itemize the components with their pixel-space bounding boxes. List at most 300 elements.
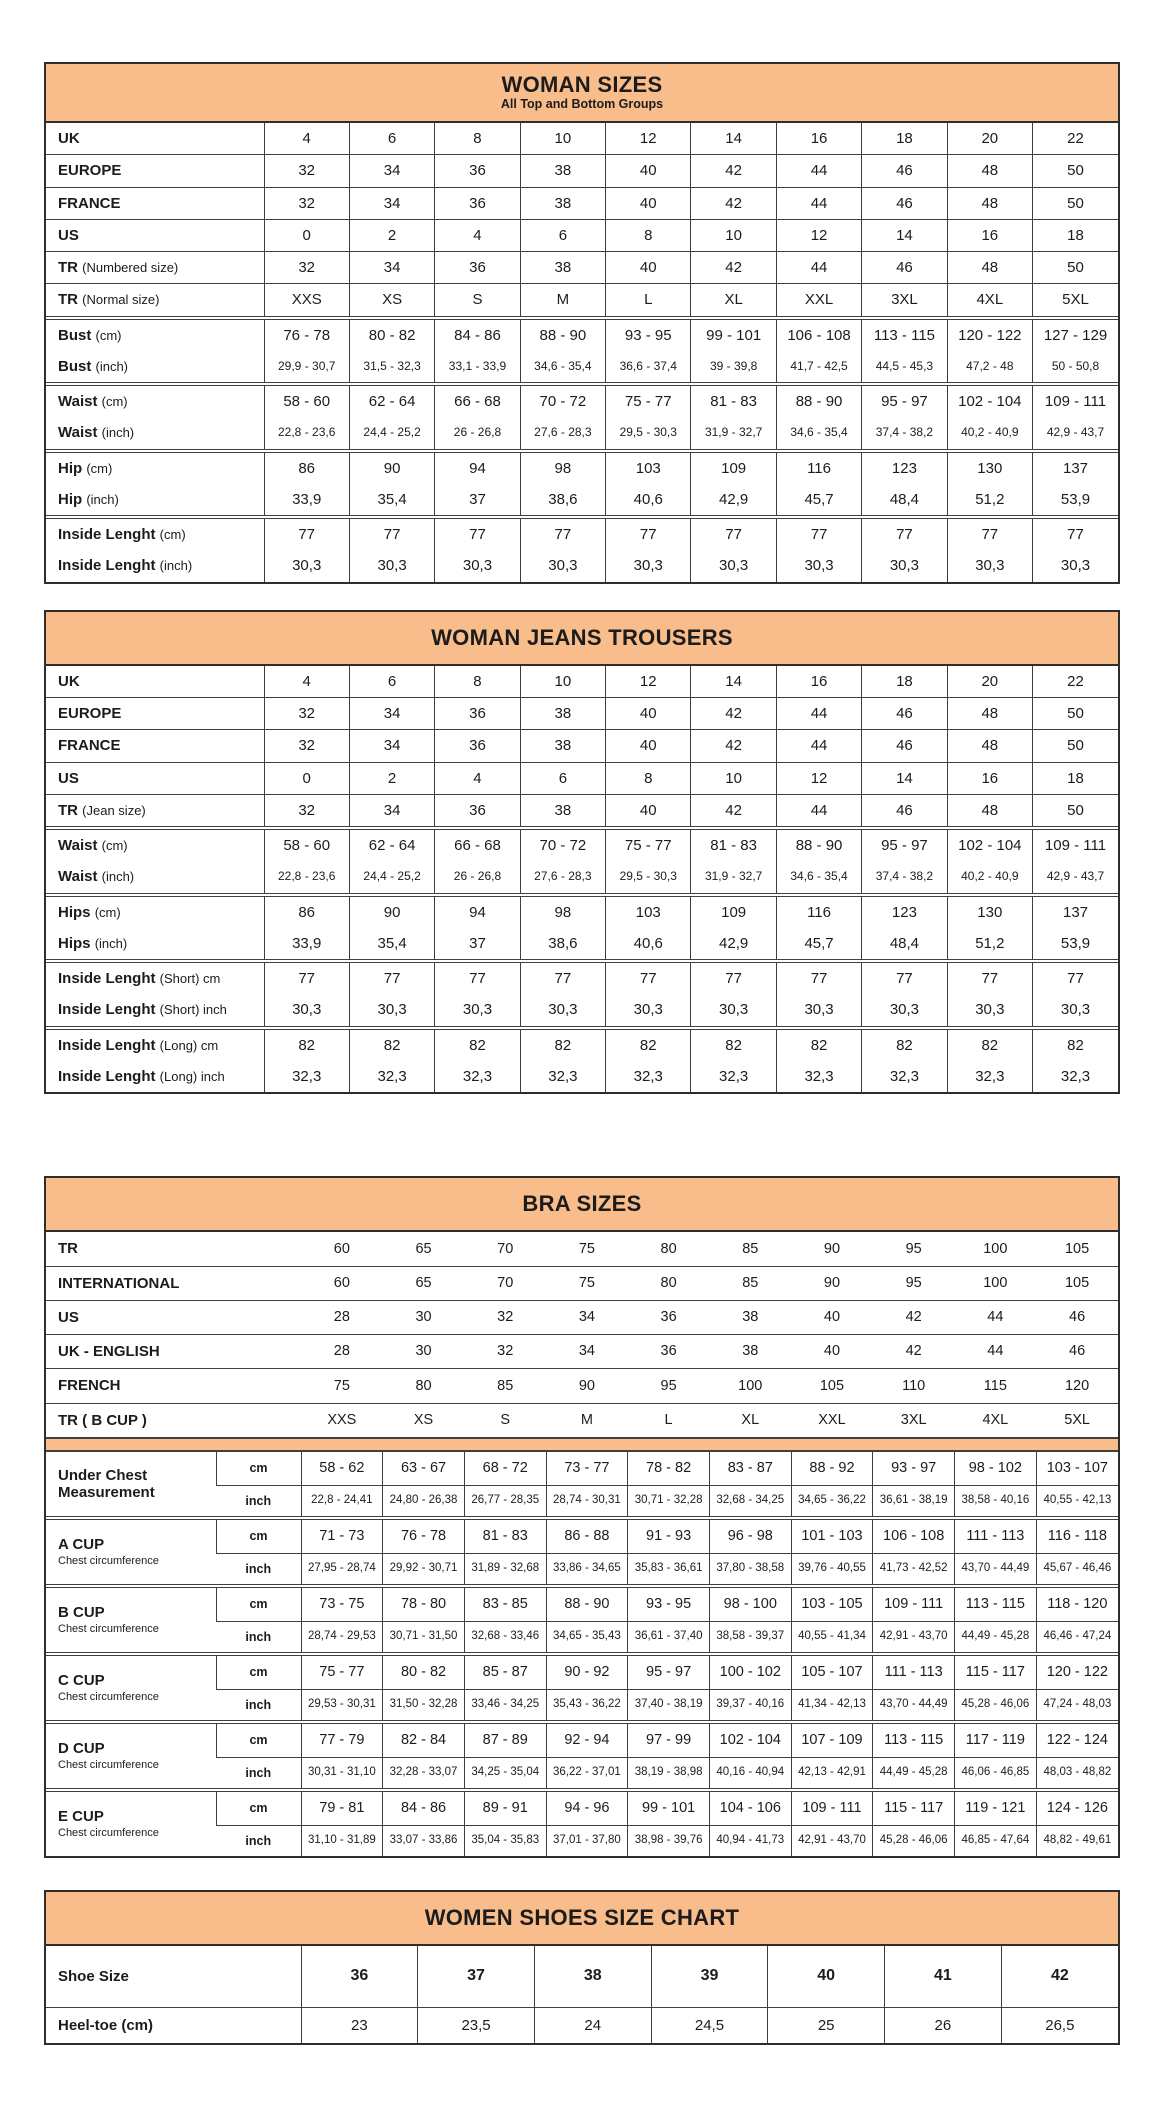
row-label: Inside Lenght (cm) xyxy=(46,517,264,550)
size-value-cell: XXL xyxy=(776,284,861,318)
size-value-cell: 37,80 - 38,58 xyxy=(709,1553,791,1586)
size-value-cell: 98 - 100 xyxy=(709,1586,791,1621)
size-value-cell: 123 xyxy=(862,895,947,928)
size-value-cell: 36 xyxy=(628,1300,710,1334)
size-value-cell: 2 xyxy=(349,762,434,794)
size-chart-document xyxy=(44,0,1120,2113)
woman-sizes-table xyxy=(44,62,1120,584)
size-value-cell: 30,3 xyxy=(947,994,1032,1027)
size-value-cell: 83 - 87 xyxy=(709,1451,791,1485)
row-label: US xyxy=(46,762,264,794)
size-value-cell: 51,2 xyxy=(947,928,1032,961)
table-row xyxy=(46,895,1118,928)
size-value-cell: 82 xyxy=(435,1028,520,1061)
size-value-cell: 32,3 xyxy=(691,1061,776,1092)
size-value-cell: 41,73 - 42,52 xyxy=(873,1553,955,1586)
table-row xyxy=(46,1403,1118,1438)
size-value-cell: 116 xyxy=(776,895,861,928)
size-value-cell: 22 xyxy=(1033,666,1118,698)
size-value-cell: 88 - 90 xyxy=(776,828,861,861)
size-value-cell: 30,3 xyxy=(520,994,605,1027)
table-subtitle: All Top and Bottom Groups xyxy=(500,97,664,112)
size-value-cell: 32 xyxy=(264,730,349,762)
size-value-cell: 44 xyxy=(776,730,861,762)
size-value-cell: 82 xyxy=(691,1028,776,1061)
size-value-cell: 38,98 - 39,76 xyxy=(628,1825,710,1856)
size-value-cell: 50 - 50,8 xyxy=(1033,351,1118,384)
size-value-cell: 77 xyxy=(264,961,349,994)
size-value-cell: 5XL xyxy=(1033,284,1118,318)
size-value-cell: 48 xyxy=(947,252,1032,284)
size-value-cell: 2 xyxy=(349,219,434,251)
size-value-cell: 93 - 95 xyxy=(628,1586,710,1621)
size-value-cell: 34,6 - 35,4 xyxy=(520,351,605,384)
size-value-cell: 50 xyxy=(1033,155,1118,187)
size-value-cell: 38 xyxy=(520,155,605,187)
size-value-cell: 40,55 - 41,34 xyxy=(791,1621,873,1654)
row-label: Bust (inch) xyxy=(58,357,129,375)
size-value-cell: 80 xyxy=(383,1369,465,1403)
size-value-cell: 80 xyxy=(660,1240,677,1257)
row-label: Bust (cm) xyxy=(46,318,264,351)
size-value-cell: 29,53 - 30,31 xyxy=(301,1689,383,1722)
size-value-cell: 46 xyxy=(862,155,947,187)
size-value-cell: 137 xyxy=(1033,451,1118,484)
size-value-cell: 16 xyxy=(947,762,1032,794)
size-value-cell: 40,6 xyxy=(606,484,691,517)
size-value-cell: 50 xyxy=(1033,698,1118,730)
size-value-cell: 116 xyxy=(776,451,861,484)
size-value-cell: 42 xyxy=(691,794,776,828)
size-value-cell: 14 xyxy=(691,123,776,155)
size-value-cell: 130 xyxy=(947,895,1032,928)
size-value-cell: 95 xyxy=(628,1369,710,1403)
size-value-cell: 109 - 111 xyxy=(873,1586,955,1621)
size-value-cell: 42,9 xyxy=(691,484,776,517)
size-value-cell: 46 xyxy=(862,794,947,828)
unit-label: inch xyxy=(216,1757,301,1790)
size-value-cell: 46 xyxy=(862,698,947,730)
size-value-cell: 111 - 113 xyxy=(873,1654,955,1689)
size-value-cell: 82 - 84 xyxy=(383,1722,465,1757)
size-value-cell: 94 - 96 xyxy=(546,1790,628,1825)
size-value-cell: 66 - 68 xyxy=(435,384,520,417)
size-value-cell: 94 xyxy=(435,895,520,928)
size-value-cell: 32,3 xyxy=(435,1061,520,1092)
size-value-cell: 31,5 - 32,3 xyxy=(349,351,434,384)
size-value-cell: 80 xyxy=(628,1266,710,1300)
table-row xyxy=(46,698,1118,730)
size-value-cell: 29,5 - 30,3 xyxy=(606,861,691,894)
size-value-cell: 30,3 xyxy=(862,550,947,581)
size-value-cell: 37,01 - 37,80 xyxy=(546,1825,628,1856)
size-value-cell: 34 xyxy=(546,1300,628,1334)
table-row xyxy=(46,961,1118,994)
table-row xyxy=(46,1232,1118,1266)
size-value-cell: 36,61 - 38,19 xyxy=(873,1485,955,1518)
size-value-cell: 38 xyxy=(520,794,605,828)
size-value-cell: 99 - 101 xyxy=(691,318,776,351)
size-value-cell: 110 xyxy=(873,1369,955,1403)
size-value-cell: L xyxy=(606,284,691,318)
woman-jeans-trousers-table xyxy=(44,610,1120,1095)
bra-sizes-header xyxy=(46,1178,1118,1232)
size-value-cell: 40,55 - 42,13 xyxy=(1036,1485,1118,1518)
size-value-cell: 34 xyxy=(349,698,434,730)
size-value-cell: 119 - 121 xyxy=(955,1790,1037,1825)
row-label: UK xyxy=(58,130,80,148)
size-value-cell: 77 xyxy=(520,961,605,994)
row-label: US xyxy=(46,1300,301,1334)
row-label: TR (Numbered size) xyxy=(46,252,264,284)
size-value-cell: 31,10 - 31,89 xyxy=(301,1825,383,1856)
size-value-cell: 93 - 95 xyxy=(606,318,691,351)
size-value-cell: 36,61 - 37,40 xyxy=(628,1621,710,1654)
size-value-cell: 39 - 39,8 xyxy=(691,351,776,384)
size-value-cell: 32,3 xyxy=(349,1061,434,1092)
size-value-cell: 36 xyxy=(628,1335,710,1369)
table-row xyxy=(46,762,1118,794)
size-value-cell: 32,3 xyxy=(520,1061,605,1092)
size-value-cell: 120 - 122 xyxy=(947,318,1032,351)
size-value-cell: 30,3 xyxy=(349,994,434,1027)
size-value-cell: 66 - 68 xyxy=(435,828,520,861)
size-value-cell: 90 xyxy=(546,1369,628,1403)
size-value-cell: 30,3 xyxy=(776,994,861,1027)
table-title: BRA SIZES xyxy=(522,1191,642,1217)
size-value-cell: 124 - 126 xyxy=(1036,1790,1118,1825)
size-value-cell: 95 - 97 xyxy=(628,1654,710,1689)
size-value-cell: 10 xyxy=(691,762,776,794)
women-shoes-grid xyxy=(46,1946,1118,2043)
size-value-cell: 22,8 - 24,41 xyxy=(301,1485,383,1518)
size-value-cell: 40 xyxy=(791,1335,873,1369)
size-value-cell: 41,7 - 42,5 xyxy=(776,351,861,384)
size-value-cell: 96 - 98 xyxy=(709,1518,791,1553)
size-value-cell: 81 - 83 xyxy=(464,1518,546,1553)
size-value-cell: 50 xyxy=(1033,730,1118,762)
size-value-cell: 58 - 62 xyxy=(301,1451,383,1485)
size-value-cell: 35,43 - 36,22 xyxy=(546,1689,628,1722)
size-value-cell: 82 xyxy=(349,1028,434,1061)
row-label: Waist (inch) xyxy=(58,424,135,442)
size-value-cell: 36 xyxy=(435,187,520,219)
size-value-cell: 95 - 97 xyxy=(862,384,947,417)
size-value-cell: 40 xyxy=(791,1300,873,1334)
size-value-cell: 70 xyxy=(497,1240,514,1257)
row-label: Waist (cm) xyxy=(46,384,264,417)
size-value-cell: 89 - 91 xyxy=(464,1790,546,1825)
size-value-cell: 30,3 xyxy=(264,550,349,581)
size-value-cell: XL xyxy=(709,1403,791,1438)
size-value-cell: 85 xyxy=(709,1266,791,1300)
row-label: Inside Lenght (Short) inch xyxy=(58,1001,227,1019)
size-value-cell: 39,37 - 40,16 xyxy=(709,1689,791,1722)
size-value-cell: 33,9 xyxy=(264,928,349,961)
size-value-cell: 40 xyxy=(768,1946,885,2007)
size-value-cell: 107 - 109 xyxy=(791,1722,873,1757)
size-value-cell: 30,71 - 31,50 xyxy=(383,1621,465,1654)
size-value-cell: 105 xyxy=(1036,1266,1118,1300)
size-value-cell: 95 xyxy=(905,1240,922,1257)
row-label: FRANCE xyxy=(46,730,264,762)
size-value-cell: 42 xyxy=(873,1335,955,1369)
row-label: Waist (cm) xyxy=(46,828,264,861)
row-label: Waist (inch) xyxy=(58,868,135,886)
size-value-cell: 8 xyxy=(606,762,691,794)
size-value-cell: 42 xyxy=(691,155,776,187)
women-shoes-size-chart-table xyxy=(44,1890,1120,2045)
table-row xyxy=(46,219,1118,251)
size-value-cell: 42,9 - 43,7 xyxy=(1033,417,1118,450)
size-value-cell: 101 - 103 xyxy=(791,1518,873,1553)
size-value-cell: 50 xyxy=(1033,252,1118,284)
size-value-cell: 73 - 77 xyxy=(546,1451,628,1485)
size-value-cell: 40 xyxy=(606,698,691,730)
table-row xyxy=(46,994,1118,1027)
size-value-cell: 100 - 102 xyxy=(709,1654,791,1689)
size-value-cell: 77 xyxy=(349,961,434,994)
size-value-cell: 22,8 - 23,6 xyxy=(264,861,349,894)
size-value-cell: 58 - 60 xyxy=(264,828,349,861)
size-value-cell: 102 - 104 xyxy=(947,828,1032,861)
unit-label: inch xyxy=(216,1553,301,1586)
row-label: B CUP Chest circumference xyxy=(46,1586,216,1654)
size-value-cell: 44,5 - 45,3 xyxy=(862,351,947,384)
size-value-cell: 86 xyxy=(264,895,349,928)
size-value-cell: 60 xyxy=(333,1240,350,1257)
size-value-cell: 48,4 xyxy=(862,928,947,961)
size-value-cell: 35,83 - 36,61 xyxy=(628,1553,710,1586)
unit-label: cm xyxy=(216,1451,301,1485)
size-value-cell: 82 xyxy=(776,1028,861,1061)
size-value-cell: 73 - 75 xyxy=(301,1586,383,1621)
size-value-cell: 30,3 xyxy=(264,994,349,1027)
size-value-cell: 90 xyxy=(349,451,434,484)
size-value-cell: 77 xyxy=(606,517,691,550)
size-value-cell: 36 xyxy=(435,252,520,284)
size-value-cell: 40 xyxy=(606,252,691,284)
size-value-cell: 76 - 78 xyxy=(383,1518,465,1553)
size-value-cell: 29,92 - 30,71 xyxy=(383,1553,465,1586)
size-value-cell: 34,6 - 35,4 xyxy=(776,861,861,894)
size-value-cell: 20 xyxy=(947,123,1032,155)
table-row xyxy=(46,284,1118,318)
size-value-cell: 95 - 97 xyxy=(862,828,947,861)
size-value-cell: 38 xyxy=(520,730,605,762)
size-value-cell: 36 xyxy=(435,155,520,187)
size-value-cell: 22,8 - 23,6 xyxy=(264,417,349,450)
size-value-cell: 80 - 82 xyxy=(349,318,434,351)
size-value-cell: 27,6 - 28,3 xyxy=(520,417,605,450)
size-value-cell: 30,3 xyxy=(776,550,861,581)
size-value-cell: 46 xyxy=(862,730,947,762)
size-value-cell: 87 - 89 xyxy=(464,1722,546,1757)
table-title: WOMEN SHOES SIZE CHART xyxy=(424,1905,740,1931)
size-value-cell: 42 xyxy=(691,252,776,284)
size-value-cell: 44,49 - 45,28 xyxy=(873,1757,955,1790)
size-value-cell: 44 xyxy=(776,698,861,730)
size-value-cell: 8 xyxy=(606,219,691,251)
size-value-cell: 51,2 xyxy=(947,484,1032,517)
size-value-cell: 62 - 64 xyxy=(349,384,434,417)
size-value-cell: 120 xyxy=(1036,1369,1118,1403)
size-value-cell: 45,28 - 46,06 xyxy=(873,1825,955,1856)
size-value-cell: 42 xyxy=(873,1300,955,1334)
size-value-cell: 76 - 78 xyxy=(264,318,349,351)
row-label: FRENCH xyxy=(46,1369,301,1403)
row-label: TR (Jean size) xyxy=(46,794,264,828)
size-value-cell: 6 xyxy=(520,219,605,251)
size-value-cell: 40 xyxy=(606,155,691,187)
size-value-cell: 115 xyxy=(955,1369,1037,1403)
size-value-cell: 70 - 72 xyxy=(520,384,605,417)
size-value-cell: 26,5 xyxy=(1001,2007,1118,2043)
table-row xyxy=(46,1369,1118,1403)
table-row xyxy=(46,1654,1118,1689)
size-value-cell: 34 xyxy=(546,1335,628,1369)
size-value-cell: 86 - 88 xyxy=(546,1518,628,1553)
size-value-cell: 12 xyxy=(776,762,861,794)
table-row xyxy=(46,794,1118,828)
size-value-cell: 44 xyxy=(776,252,861,284)
unit-label: inch xyxy=(216,1689,301,1722)
table-row xyxy=(46,155,1118,187)
table-row xyxy=(46,1722,1118,1757)
size-value-cell: 100 xyxy=(955,1266,1037,1300)
size-value-cell: 38 xyxy=(709,1335,791,1369)
size-value-cell: 65 xyxy=(415,1240,432,1257)
size-value-cell: 4 xyxy=(435,762,520,794)
row-label: EUROPE xyxy=(46,155,264,187)
size-value-cell: 48 xyxy=(947,698,1032,730)
row-label: Hip (inch) xyxy=(58,490,119,508)
size-value-cell: XXL xyxy=(791,1403,873,1438)
row-label: Inside Lenght (Long) inch xyxy=(58,1067,225,1085)
size-value-cell: 37 xyxy=(435,484,520,517)
size-value-cell: 38,58 - 39,37 xyxy=(709,1621,791,1654)
row-label: TR (Normal size) xyxy=(46,284,264,318)
size-value-cell: 32 xyxy=(264,794,349,828)
size-value-cell: 32 xyxy=(264,698,349,730)
size-value-cell: 37,40 - 38,19 xyxy=(628,1689,710,1722)
size-value-cell: 43,70 - 44,49 xyxy=(873,1689,955,1722)
size-value-cell: 102 - 104 xyxy=(709,1722,791,1757)
size-value-cell: 35,04 - 35,83 xyxy=(464,1825,546,1856)
size-value-cell: 127 - 129 xyxy=(1033,318,1118,351)
size-value-cell: 113 - 115 xyxy=(955,1586,1037,1621)
size-value-cell: 82 xyxy=(1033,1028,1118,1061)
size-value-cell: 42,13 - 42,91 xyxy=(791,1757,873,1790)
size-value-cell: 43,70 - 44,49 xyxy=(955,1553,1037,1586)
size-value-cell: 77 xyxy=(1033,517,1118,550)
row-label: Inside Lenght (inch) xyxy=(58,557,193,575)
row-label: Heel-toe (cm) xyxy=(46,2007,301,2043)
size-value-cell: 77 xyxy=(1033,961,1118,994)
size-value-cell: 27,6 - 28,3 xyxy=(520,861,605,894)
table-row xyxy=(46,550,1118,581)
table-row xyxy=(46,1451,1118,1485)
size-value-cell: XXS xyxy=(264,284,349,318)
size-value-cell: 32,3 xyxy=(947,1061,1032,1092)
table-row xyxy=(46,1028,1118,1061)
size-value-cell: 42,9 xyxy=(691,928,776,961)
size-value-cell: 100 xyxy=(983,1240,1008,1257)
size-value-cell: 53,9 xyxy=(1033,928,1118,961)
size-value-cell: 75 xyxy=(546,1266,628,1300)
unit-label: cm xyxy=(216,1790,301,1825)
size-value-cell: 32 xyxy=(464,1300,546,1334)
size-value-cell: 88 - 90 xyxy=(520,318,605,351)
size-value-cell: 32,3 xyxy=(776,1061,861,1092)
table-row xyxy=(46,861,1118,894)
size-value-cell: 50 xyxy=(1033,794,1118,828)
size-value-cell: 37,4 - 38,2 xyxy=(862,861,947,894)
size-value-cell: 31,50 - 32,28 xyxy=(383,1689,465,1722)
size-value-cell: 26 xyxy=(885,2007,1002,2043)
size-value-cell: 109 - 111 xyxy=(791,1790,873,1825)
size-value-cell: 46 xyxy=(1036,1335,1118,1369)
size-value-cell: 48,03 - 48,82 xyxy=(1036,1757,1118,1790)
size-value-cell: 109 - 111 xyxy=(1033,384,1118,417)
size-value-cell: 48,4 xyxy=(862,484,947,517)
size-value-cell: 104 - 106 xyxy=(709,1790,791,1825)
row-sublabel: Chest circumference xyxy=(58,1555,159,1568)
size-value-cell: 26 - 26,8 xyxy=(435,861,520,894)
size-value-cell: 85 xyxy=(742,1240,759,1257)
row-label: Inside Lenght (Short) cm xyxy=(46,961,264,994)
size-value-cell: 103 - 105 xyxy=(791,1586,873,1621)
size-value-cell: 28,74 - 30,31 xyxy=(546,1485,628,1518)
size-value-cell: 32,3 xyxy=(862,1061,947,1092)
table-row xyxy=(46,187,1118,219)
size-value-cell: 4 xyxy=(264,123,349,155)
table-row xyxy=(46,351,1118,384)
size-value-cell: 46,46 - 47,24 xyxy=(1036,1621,1118,1654)
size-value-cell: 38 xyxy=(520,698,605,730)
bra-sizes-table xyxy=(44,1176,1120,1858)
size-value-cell: 14 xyxy=(862,219,947,251)
size-value-cell: 32,68 - 34,25 xyxy=(709,1485,791,1518)
table-row xyxy=(46,1335,1118,1369)
size-value-cell: XS xyxy=(383,1403,465,1438)
size-value-cell: 53,9 xyxy=(1033,484,1118,517)
size-value-cell: 33,46 - 34,25 xyxy=(464,1689,546,1722)
size-value-cell: 23 xyxy=(301,2007,418,2043)
size-value-cell: 78 - 80 xyxy=(383,1586,465,1621)
size-value-cell: 39,76 - 40,55 xyxy=(791,1553,873,1586)
size-value-cell: 14 xyxy=(691,666,776,698)
size-value-cell: 113 - 115 xyxy=(873,1722,955,1757)
size-value-cell: 40 xyxy=(606,794,691,828)
size-value-cell: 85 xyxy=(464,1369,546,1403)
size-value-cell: 32 xyxy=(264,155,349,187)
table-title: WOMAN JEANS TROUSERS xyxy=(431,624,733,650)
size-value-cell: 30,3 xyxy=(520,550,605,581)
size-value-cell: 24,80 - 26,38 xyxy=(383,1485,465,1518)
size-value-cell: 44,49 - 45,28 xyxy=(955,1621,1037,1654)
size-value-cell: 48 xyxy=(947,155,1032,187)
size-value-cell: 30,3 xyxy=(691,994,776,1027)
size-value-cell: 32,3 xyxy=(1033,1061,1118,1092)
size-value-cell: 44 xyxy=(955,1335,1037,1369)
woman-sizes-header xyxy=(46,64,1118,123)
size-value-cell: 10 xyxy=(520,666,605,698)
size-value-cell: 6 xyxy=(349,666,434,698)
size-value-cell: 118 - 120 xyxy=(1036,1586,1118,1621)
size-value-cell: 98 xyxy=(520,451,605,484)
size-value-cell: 42 xyxy=(691,730,776,762)
